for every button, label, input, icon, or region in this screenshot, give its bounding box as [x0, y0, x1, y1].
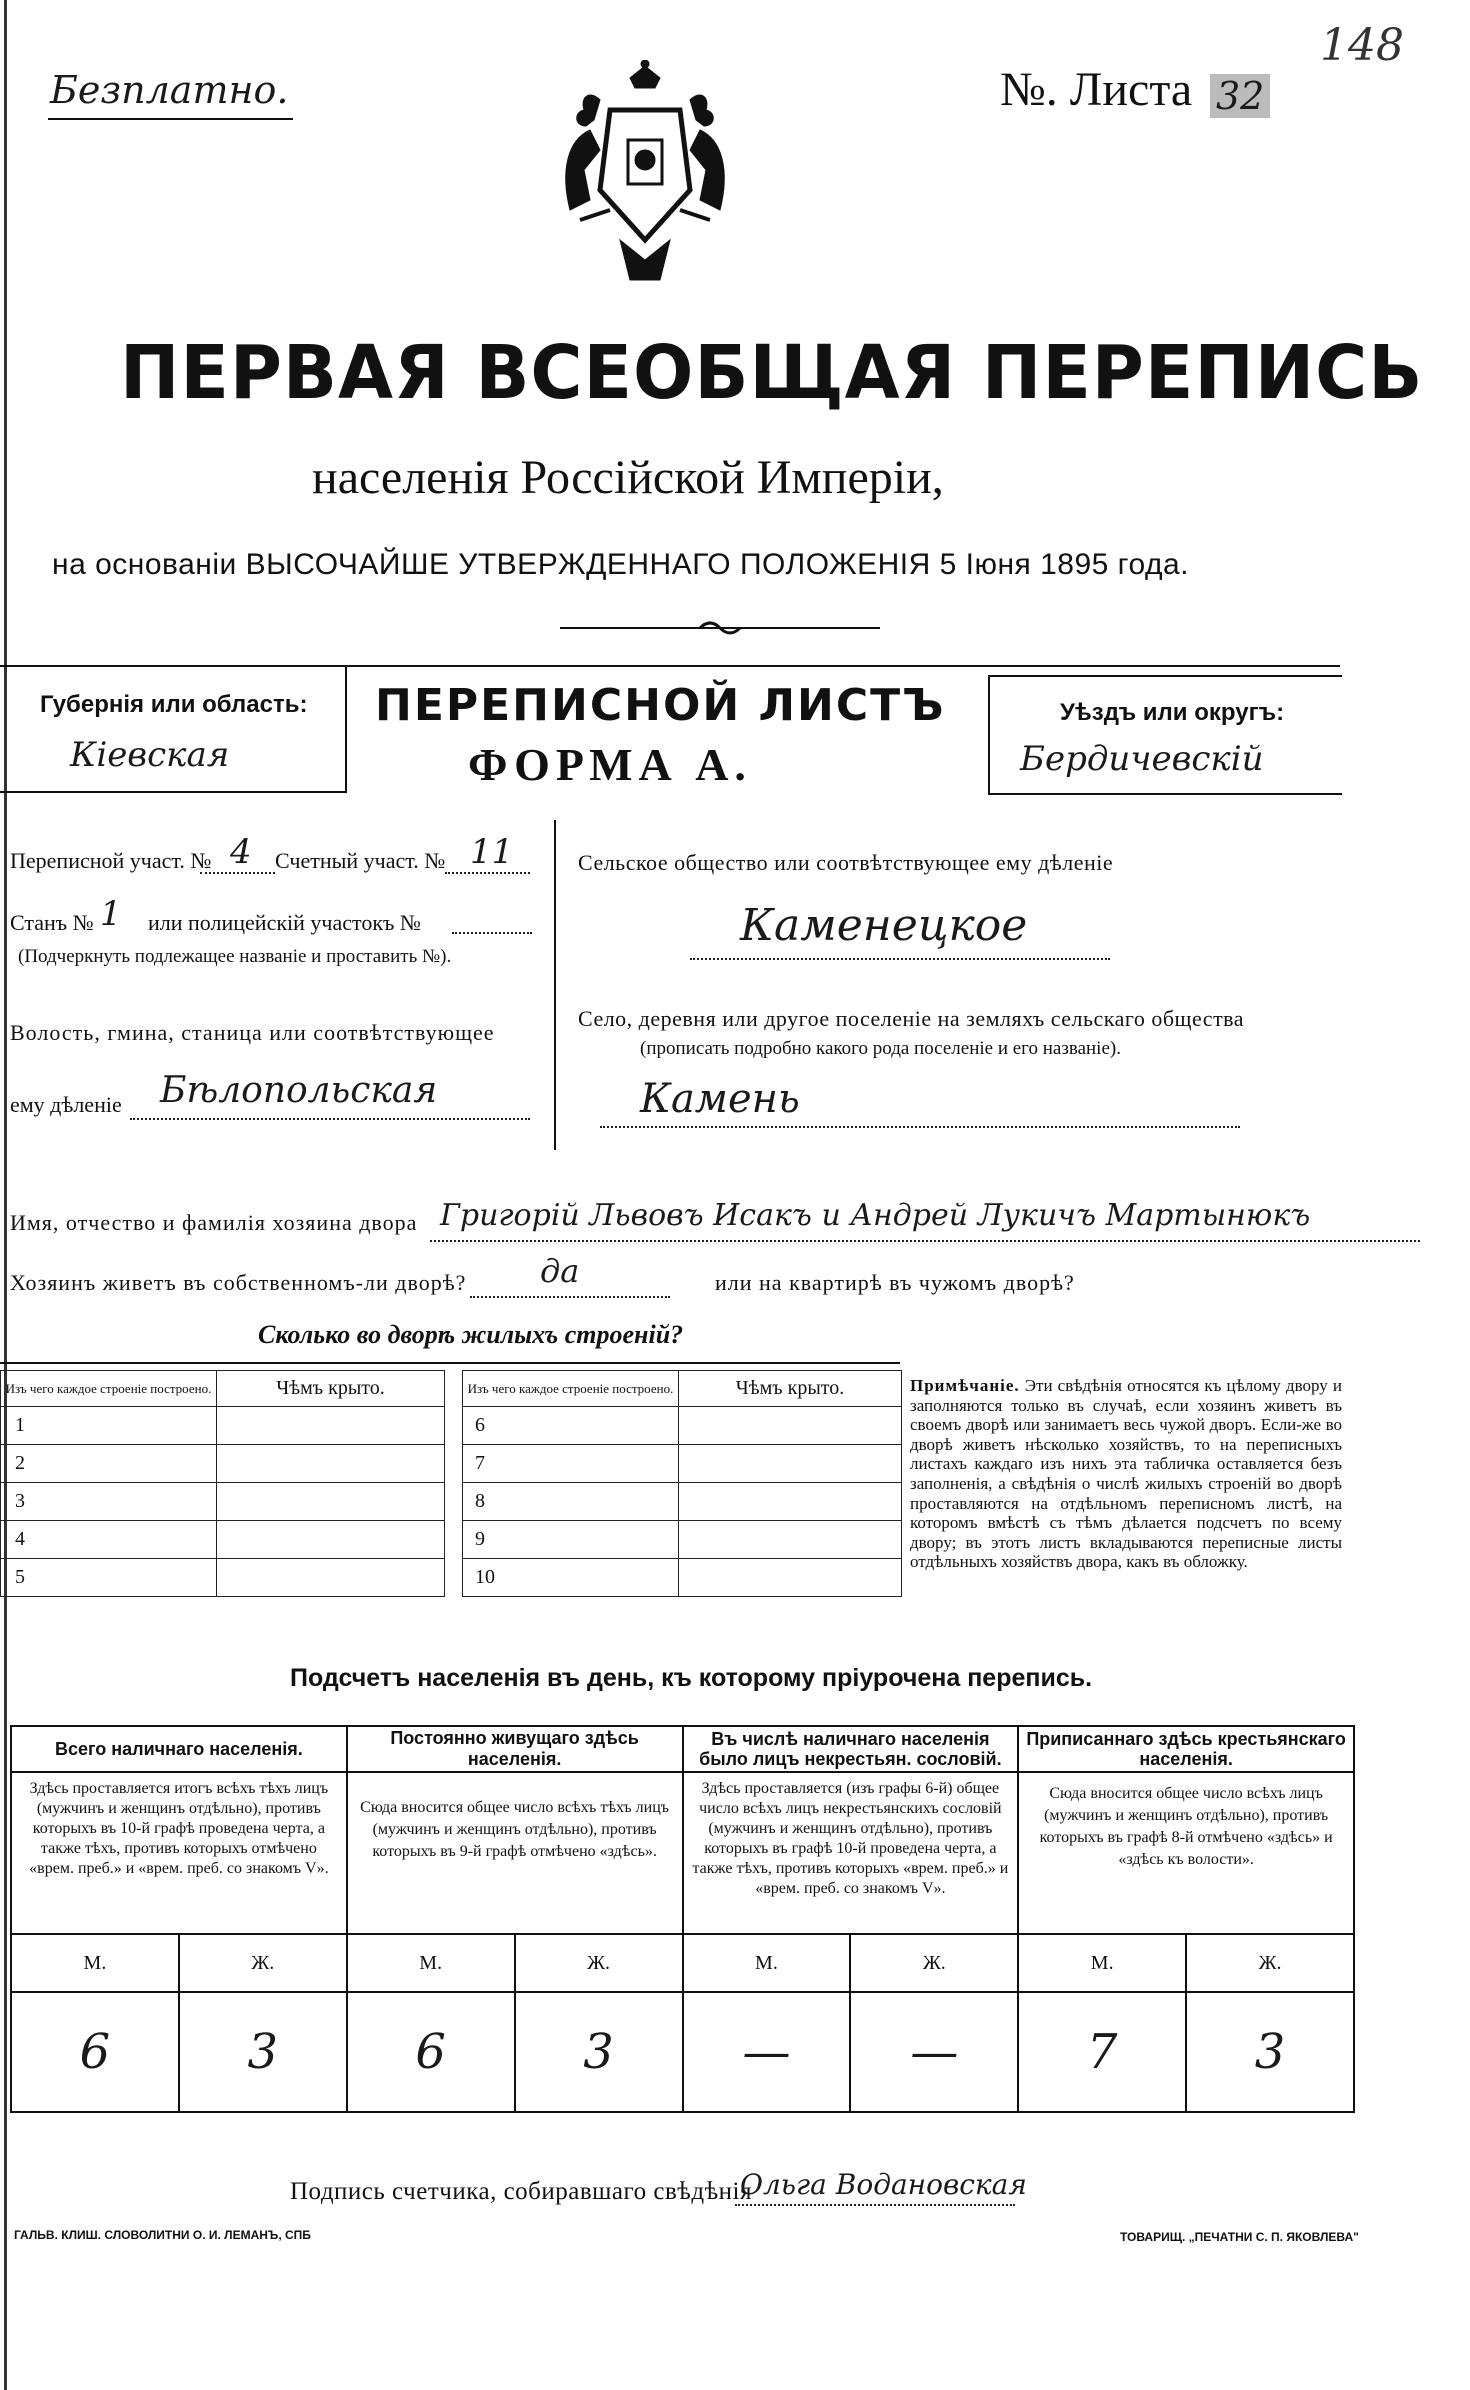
double-headed-eagle-emblem — [560, 60, 730, 290]
pop-value-m: 7 — [1018, 1992, 1186, 2112]
building-row-num: 4 — [1, 1521, 217, 1559]
m-label: М. — [683, 1934, 851, 1992]
owner-name-value: Григорій Львовъ Исакъ и Андрей Лукичъ Мартынюкъ — [440, 1198, 1311, 1233]
note-head: Примѣчаніе. — [910, 1376, 1020, 1395]
printer-left: ГАЛЬВ. КЛИШ. СЛОВОЛИТНИ О. И. ЛЕМАНЪ, СПБ — [14, 2228, 311, 2242]
ornament-divider — [560, 618, 880, 638]
signature-label: Подпись счетчика, собиравшаго свѣдѣнія — [290, 2178, 752, 2205]
uezd-box — [988, 675, 1342, 795]
owner-name-dots — [430, 1240, 1420, 1242]
pop-col-text: Здѣсь проставляется итогъ всѣхъ тѣхъ лицъ (мужчинъ и женщинъ отдѣльно), противъ которыхъ въ 10-й графѣ проведена черта, а также тѣхъ, противъ которыхъ отмѣчено «врем. преб.» и «врем. преб. со знакомъ V». — [11, 1772, 347, 1934]
col-material-header: Изъ чего каждое строеніе построено. — [1, 1371, 217, 1407]
corner-archive-number: 148 — [1320, 20, 1404, 71]
owner-name-label: Имя, отчество и фамилія хозяина двора — [10, 1210, 418, 1235]
sheet-title: ПЕРЕПИСНОЙ ЛИСТЪ — [375, 680, 946, 731]
uchast-label: Переписной участ. № — [10, 848, 212, 873]
owner-rent-label: или на квартирѣ въ чужомъ дворѣ? — [715, 1270, 1075, 1295]
underline-note: (Подчеркнуть подлежащее названіе и проставить №). — [18, 946, 452, 967]
police-dots — [452, 932, 532, 934]
note-text: Эти свѣдѣнія относятся къ цѣлому двору и заполняются только въ случаѣ, если хозяинъ живетъ въ своемъ дворѣ или занимаетъ весь чужой дворъ. Если-же во дворѣ живетъ нѣсколько хозяйствъ, то на переписныхъ листахъ каждаго изъ нихъ эта табличка оставляется безъ заполненія, а свѣдѣнія о числѣ жилыхъ строеній во дворѣ проставляются на отдѣльномъ переписномъ листѣ, на которомъ вмѣстѣ съ тѣмъ дѣлается подсчетъ по всему двору; въ этотъ листъ вкладываются переписные листы отдѣльныхъ хозяйствъ двора, какъ въ обложку. — [910, 1376, 1342, 1572]
note-block — [910, 1376, 1342, 1572]
buildings-table-right — [462, 1370, 902, 1597]
village-value: Камень — [640, 1076, 800, 1122]
free-label: Безплатно. — [50, 68, 289, 112]
building-row-num: 2 — [1, 1445, 217, 1483]
form-label: ФОРМА А. — [468, 739, 752, 790]
building-row-num: 6 — [463, 1407, 679, 1445]
uchast-dots — [200, 872, 275, 874]
volost-label: Волость, гмина, станица или соотвѣтствующее — [10, 1020, 495, 1045]
pop-col-head: Приписаннаго здѣсь крестьянскаго населенія. — [1018, 1726, 1354, 1772]
volost-dots — [130, 1118, 530, 1120]
pop-col-head: Постоянно живущаго здѣсь населенія. — [347, 1726, 683, 1772]
uezd-value: Бердичевскій — [1020, 739, 1264, 779]
basis-line: на основаніи ВЫСОЧАЙШЕ УТВЕРЖДЕННАГО ПОЛОЖЕНІЯ 5 Іюня 1895 года. — [52, 548, 1190, 581]
owner-own-value: да — [540, 1252, 580, 1290]
population-table — [10, 1725, 1355, 2113]
main-title: ПЕРВАЯ ВСЕОБЩАЯ ПЕРЕПИСЬ — [120, 330, 1424, 416]
pop-value-m: 6 — [11, 1992, 179, 2112]
uchast-value: 4 — [230, 832, 252, 872]
village-dots — [600, 1126, 1240, 1128]
building-row-num: 1 — [1, 1407, 217, 1445]
gubernia-label: Губернія или область: — [40, 691, 308, 718]
sheet-number-label: №. Листа — [1000, 63, 1193, 116]
population-title: Подсчетъ населенія въ день, къ которому пріурочена перепись. — [290, 1664, 1093, 1692]
zh-label: Ж. — [179, 1934, 347, 1992]
village-label: Село, деревня или другое поселеніе на земляхъ сельскаго общества — [578, 1006, 1245, 1031]
m-label: М. — [11, 1934, 179, 1992]
building-row-num: 3 — [1, 1483, 217, 1521]
pop-col-head: Въ числѣ наличнаго населенія было лицъ некрестьян. сословій. — [683, 1726, 1019, 1772]
building-row-num: 8 — [463, 1483, 679, 1521]
col-material-header: Изъ чего каждое строеніе построено. — [463, 1371, 679, 1407]
schet-dots — [445, 872, 530, 874]
gubernia-box — [0, 665, 347, 793]
pop-value-zh: 3 — [179, 1992, 347, 2112]
pop-value-zh: 3 — [1186, 1992, 1354, 2112]
society-dots — [690, 958, 1110, 960]
pop-value-zh: — — [850, 1992, 1018, 2112]
scan-edge — [4, 0, 7, 2390]
free-underline — [48, 118, 293, 120]
stan-value: 1 — [100, 894, 122, 934]
m-label: М. — [1018, 1934, 1186, 1992]
printer-right: ТОВАРИЩ. „ПЕЧАТНИ С. П. ЯКОВЛЕВА" — [1120, 2230, 1359, 2244]
schet-label: Счетный участ. № — [275, 848, 446, 873]
building-row-num: 5 — [1, 1559, 217, 1597]
society-value: Каменецкое — [740, 900, 1028, 951]
pop-col-text: Сюда вносится общее число всѣхъ лицъ (мужчинъ и женщинъ отдѣльно), противъ которыхъ въ графѣ 8-й отмѣчено «здѣсь» и «здѣсь къ волости». — [1018, 1772, 1354, 1934]
sheet-number-value: 32 — [1210, 74, 1270, 118]
uezd-label: Уѣздъ или округъ: — [1060, 699, 1285, 726]
building-row-num: 7 — [463, 1445, 679, 1483]
pop-value-m: 6 — [347, 1992, 515, 2112]
signature-dots — [735, 2204, 1015, 2206]
police-label: или полицейскій участокъ № — [148, 910, 421, 935]
col-roof-header: Чѣмъ крыто. — [217, 1371, 445, 1407]
building-row-num: 10 — [463, 1559, 679, 1597]
volost-label-2: ему дѣленіе — [10, 1092, 122, 1117]
gubernia-value: Кіевская — [70, 735, 230, 775]
pop-value-m: — — [683, 1992, 851, 2112]
m-label: М. — [347, 1934, 515, 1992]
building-row-num: 9 — [463, 1521, 679, 1559]
zh-label: Ж. — [515, 1934, 683, 1992]
owner-own-dots — [470, 1296, 670, 1298]
pop-col-head: Всего наличнаго населенія. — [11, 1726, 347, 1772]
pop-col-text: Здѣсь проставляется (изъ графы 6-й) общее число всѣхъ лицъ некрестьянскихъ сословій (мужчинъ и женщинъ отдѣльно), противъ которыхъ въ графѣ 10-й проведена черта, а также тѣхъ, противъ которыхъ «врем. преб.» и «врем. преб. со знакомъ V». — [683, 1772, 1019, 1934]
volost-value: Бѣлопольская — [160, 1070, 438, 1111]
zh-label: Ж. — [1186, 1934, 1354, 1992]
field-divider — [554, 820, 556, 1150]
pop-col-text: Сюда вносится общее число всѣхъ тѣхъ лицъ (мужчинъ и женщинъ отдѣльно), противъ которыхъ въ 9-й графѣ отмѣчено «здѣсь». — [347, 1772, 683, 1934]
buildings-top-rule — [0, 1362, 900, 1364]
subtitle: населенія Россійской Имперіи, — [312, 451, 944, 504]
pop-value-zh: 3 — [515, 1992, 683, 2112]
signature-value: Ольга Водановская — [740, 2168, 1027, 2201]
main-title-wrap — [120, 330, 1470, 416]
zh-label: Ж. — [850, 1934, 1018, 1992]
society-label: Сельское общество или соотвѣтствующее ему дѣленіе — [578, 850, 1114, 875]
owner-own-label: Хозяинъ живетъ въ собственномъ-ли дворѣ? — [10, 1270, 467, 1295]
col-roof-header: Чѣмъ крыто. — [679, 1371, 902, 1407]
stan-label: Станъ № — [10, 910, 94, 935]
houses-question: Сколько во дворѣ жилыхъ строеній? — [258, 1320, 684, 1349]
buildings-table-left — [0, 1370, 445, 1597]
village-note: (прописать подробно какого рода поселеніе и его названіе). — [640, 1038, 1121, 1059]
schet-value: 11 — [470, 832, 514, 872]
